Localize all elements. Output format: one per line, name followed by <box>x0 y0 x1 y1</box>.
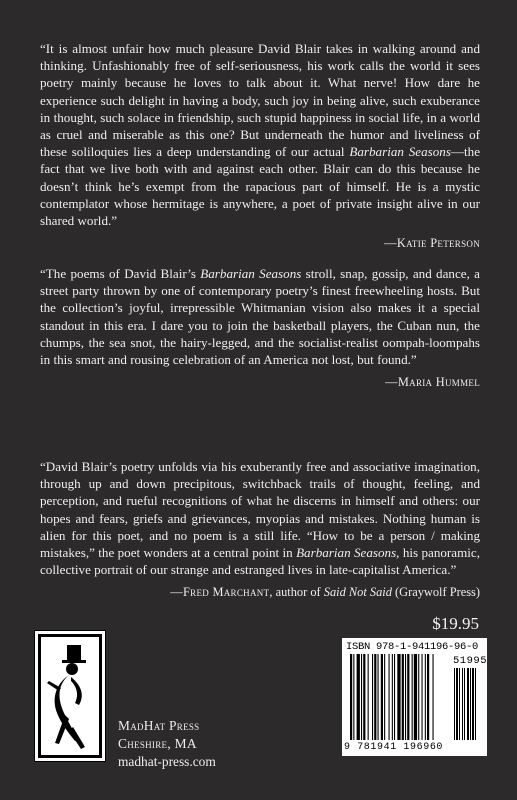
attribution-publisher: (Graywolf Press) <box>391 585 480 600</box>
blurb-text <box>40 458 480 578</box>
madhat-press-logo <box>34 630 106 762</box>
blurb-text-part: his panoramic, collective portrait of our strange and estranged lives in late-capitalist America.” <box>40 545 480 578</box>
attribution-text: , author of <box>269 585 324 600</box>
blurb-katie-peterson <box>40 40 480 252</box>
barcode-bars-icon <box>350 654 480 742</box>
attribution-name: —Fred Marchant <box>170 585 270 600</box>
book-title: Barbarian Seasons <box>349 144 451 160</box>
book-title: Barbarian Seasons, <box>296 545 400 561</box>
attribution: —Katie Peterson <box>384 236 480 251</box>
blurb-text <box>40 265 480 368</box>
blurb-text <box>40 40 480 229</box>
blurb-text-part: stroll, snap, gossip, and dance, a street party thrown by one of contemporary poetry’s finest freewheeling hosts. But the collection’s joyful, irrepressible Whitmanian vision also makes it a special standout in this era. I dare you to join the basketball players, the Cuban nun, the chumps, the sea snot, the hairy-legged, and the socialist-realist oompah-loompahs in this smart and rousing celebration of an America not lost, but found.” <box>40 266 480 368</box>
blurb-maria-hummel <box>40 265 480 391</box>
publisher-info <box>118 717 216 771</box>
price: $19.95 <box>432 614 479 633</box>
blurb-text-part: —the fact that we live both with and against each other. Blair can do this because he doesn’t think he’s exempt from the rapacious part of himself. He is a mystic contemplator whose hermitage is anywhere, a poet of private insight alive in our shared world.” <box>40 144 481 229</box>
mad-hatter-icon <box>35 631 105 761</box>
attribution-book-title: Said Not Said <box>323 585 392 600</box>
ean-number: 9 781941 196960 <box>344 742 444 753</box>
price-addon-code: 51995 <box>453 655 488 667</box>
blurb-text-part: “The poems of David Blair’s <box>40 266 201 281</box>
publisher-url: madhat-press.com <box>118 754 216 769</box>
book-title: Barbarian Seasons <box>200 266 302 281</box>
attribution: —Maria Hummel <box>385 375 480 390</box>
blurb-text-part: “David Blair’s poetry unfolds via his exuberantly free and associative imagination, through up and down precipitous, switchback trails of thought, feeling, and perception, and rueful recognitions of what he discerns in himself and others: our hopes and fears, griefs and grievances, myopias and mistakes. Nothing human is alien for this poet, and no poem is a still life. “How to be a person / making mistakes,” the poet wonders at a central point in <box>40 459 480 561</box>
attribution <box>40 584 480 601</box>
isbn-number: ISBN 978-1-941196-96-0 <box>346 641 479 653</box>
blurb-fred-marchant <box>40 458 480 602</box>
publisher-name: MadHat Press <box>118 718 200 733</box>
publisher-location: Cheshire, MA <box>118 736 197 751</box>
blurb-text-part: “It is almost unfair how much pleasure David Blair takes in walking around and thinking. Unfashionably free of self-seriousness, his work calls the world it sees poetry mainly because he loves to talk about it. What nerve! How dare he experience such delight in having a body, such joy in being alive, such exuberance in thought, such solace in friendship, such stupid happiness in social life, in a world as cruel and miserable as this one? But underneath the humor and liveliness of these soliloquies lies a deep understanding of our actual <box>40 41 480 160</box>
isbn-barcode <box>342 638 487 756</box>
